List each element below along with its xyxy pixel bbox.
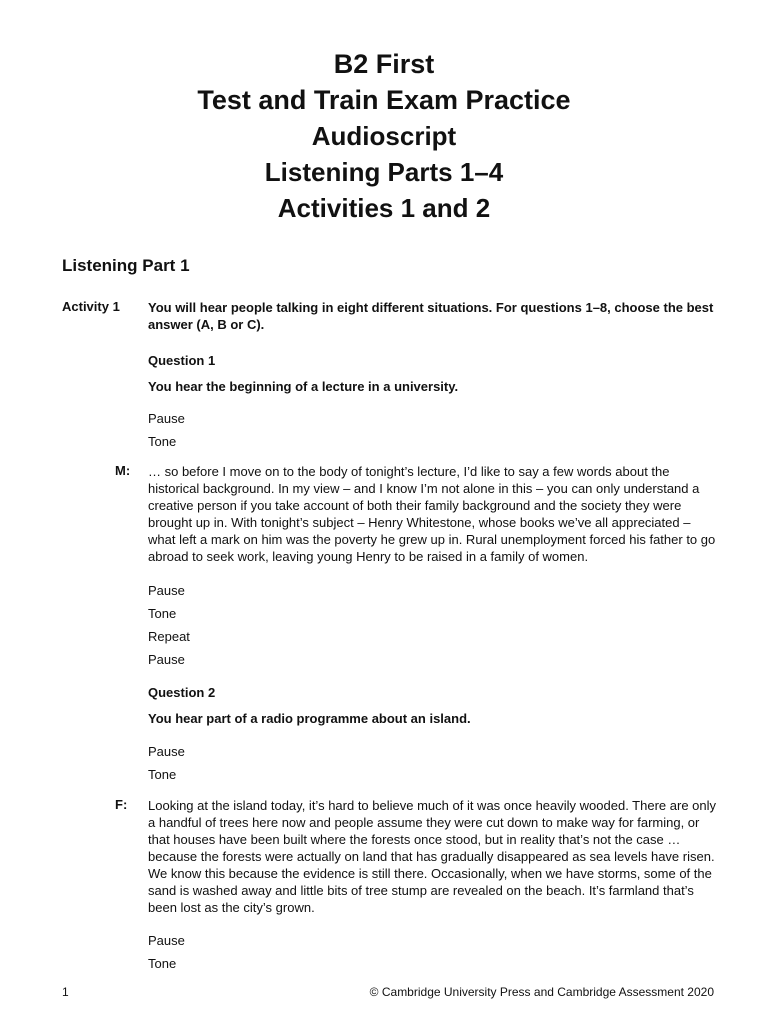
cue-pause: Pause bbox=[148, 652, 185, 667]
activity-instructions: You will hear people talking in eight different situations. For questions 1–8, choose the best answer (A, B or C). bbox=[148, 300, 714, 332]
cue-repeat: Repeat bbox=[148, 629, 190, 644]
cue-pause: Pause bbox=[148, 744, 185, 759]
section-heading: Listening Part 1 bbox=[62, 256, 190, 275]
title-line-listening-parts: Listening Parts 1–4 bbox=[264, 157, 504, 187]
cue-tone: Tone bbox=[148, 434, 177, 449]
cue-pause: Pause bbox=[148, 411, 185, 426]
question-1-label: Question 1 bbox=[148, 353, 216, 368]
cue-tone: Tone bbox=[148, 956, 177, 971]
title-line-activities: Activities 1 and 2 bbox=[277, 193, 491, 223]
question-2-label: Question 2 bbox=[148, 685, 216, 700]
title-line-audioscript: Audioscript bbox=[311, 121, 457, 151]
speaker-label: M: bbox=[115, 463, 131, 478]
copyright-notice: © Cambridge University Press and Cambridge Assessment 2020 bbox=[369, 985, 714, 999]
title-block bbox=[0, 46, 768, 226]
speaker-label: F: bbox=[115, 797, 128, 812]
cue-tone: Tone bbox=[148, 606, 177, 621]
cue-pause: Pause bbox=[148, 933, 185, 948]
document-subtitle: Test and Train Exam Practice bbox=[197, 85, 571, 115]
activity-label: Activity 1 bbox=[62, 299, 120, 314]
question-1-transcript: … so before I move on to the body of tonight’s lecture, I’d like to say a few words about the historical background. In my view – and I know I’m not alone in this – you can only understand a creative person if you take account of both their family background and the society they were brought up in. With tonight’s subject – Henry Whitestone, whose books we’ve all appreciated – what left a mark on him was the poverty he grew up in. Rural unemployment forced his father to go abroad to seek work, leaving young Henry to be raised in a family of women. bbox=[148, 464, 716, 564]
page-number: 1 bbox=[62, 985, 69, 999]
question-2-prompt: You hear part of a radio programme about an island. bbox=[148, 711, 471, 726]
question-2-transcript: Looking at the island today, it’s hard to believe much of it was once heavily wooded. There are only a handful of trees here now and people assume they were cut down to make way for farming, or that houses have been built where the forests once stood, but in reality that’s not the case … because the forests were actually on land that has gradually disappeared as sea levels have risen. We know this because the evidence is still there. Occasionally, when we have storms, some of the sand is washed away and little bits of tree stump are revealed on the beach. It’s farmland that’s been lost as the city’s grown. bbox=[148, 798, 717, 915]
document-title: B2 First bbox=[333, 49, 435, 79]
cue-tone: Tone bbox=[148, 767, 177, 782]
question-1-prompt: You hear the beginning of a lecture in a university. bbox=[148, 379, 459, 394]
cue-pause: Pause bbox=[148, 583, 185, 598]
